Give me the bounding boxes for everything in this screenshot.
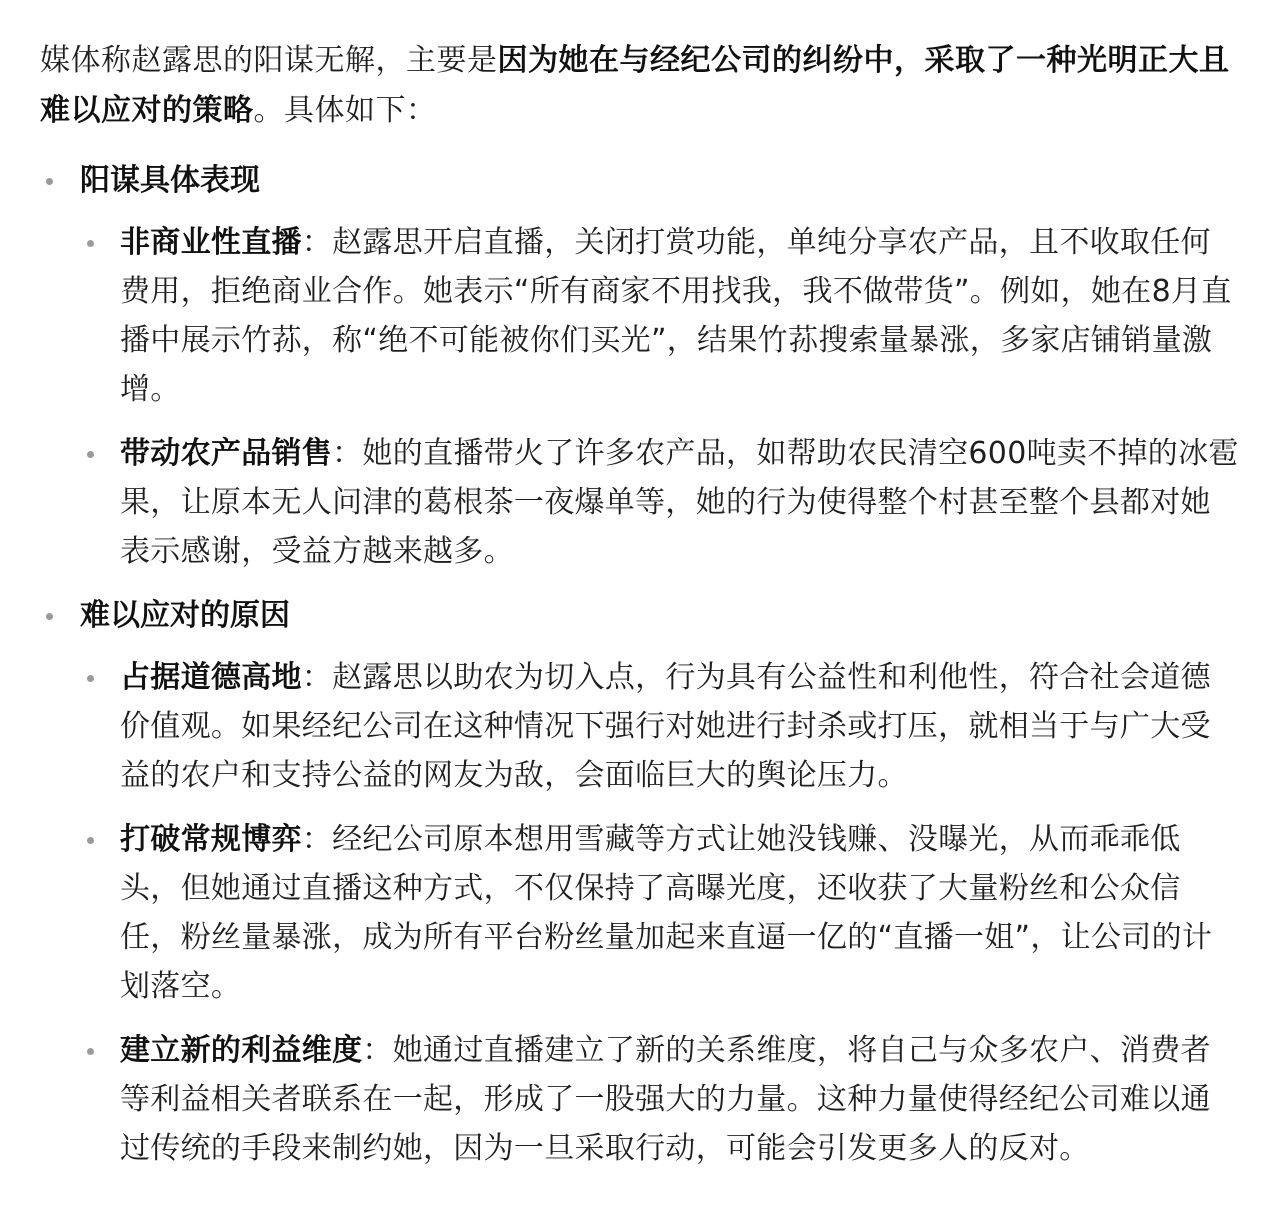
intro-suffix: 。具体如下： [253,93,437,128]
section-list [40,156,1240,1173]
item-separator: ： [362,1033,393,1068]
item-separator: ： [301,225,333,260]
list-item [120,218,1240,414]
item-separator: ： [332,436,363,471]
bullet-dot-icon [46,613,53,620]
bullet-dot-icon [87,1048,94,1055]
item-text: 她通过直播建立了新的关系维度，将自己与众多农户、消费者等利益相关者联系在一起，形成了一股强大的力量。这种力量使得经纪公司难以通过传统的手段来制约她，因为一旦采取行动，可能会引发更多人的反对。 [120,1033,1211,1166]
item-text: 经纪公司原本想用雪藏等方式让她没钱赚、没曝光，从而乖乖低头，但她通过直播这种方式，不仅保持了高曝光度，还收获了大量粉丝和公众信任，粉丝量暴涨，成为所有平台粉丝量加起来直逼一亿的“直播一姐”，让公司的计划落空。 [120,822,1213,1004]
item-text: 赵露思以助农为切入点，行为具有公益性和利他性，符合社会道德价值观。如果经纪公司在这种情况下强行对她进行封杀或打压，就相当于与广大受益的农户和支持公益的网友为敌，会面临巨大的舆论压力。 [120,660,1211,793]
item-list [40,218,1240,576]
item-term: 非商业性直播 [120,225,302,260]
intro-bold-phrase: 因为她在与经纪公司的纠纷中，采取了一种光明正大且难以应对的策略 [40,43,1230,128]
item-term: 占据道德高地 [120,660,302,695]
bullet-dot-icon [87,451,94,458]
item-text: 赵露思开启直播，关闭打赏功能，单纯分享农产品，且不收取任何费用，拒绝商业合作。她表示“所有商家不用找我，我不做带货”。例如，她在8月直播中展示竹荪，称“绝不可能被你们买光”，结果竹荪搜索量暴涨，多家店铺销量激增。 [120,225,1232,407]
bullet-dot-icon [87,240,94,247]
section-heading [40,156,1240,206]
bullet-dot-icon [46,178,53,185]
item-term: 建立新的利益维度 [120,1033,363,1068]
item-separator: ： [301,660,333,695]
item-text: 她的直播带火了许多农产品，如帮助农民清空600吨卖不掉的冰雹果，让原本无人问津的葛根茶一夜爆单等，她的行为使得整个村甚至整个县都对她表示感谢，受益方越来越多。 [120,436,1239,569]
list-item [120,815,1240,1011]
item-list [40,653,1240,1173]
list-item [120,1026,1240,1173]
bullet-dot-icon [87,837,94,844]
section-reasons [40,591,1240,1173]
section-title: 难以应对的原因 [80,598,290,633]
list-item [120,429,1240,576]
section-title: 阳谋具体表现 [80,163,260,198]
section-performance [40,156,1240,576]
intro-paragraph [40,36,1240,136]
bullet-dot-icon [87,675,94,682]
item-term: 带动农产品销售 [120,436,333,471]
item-term: 打破常规博弈 [120,822,302,857]
intro-prefix: 媒体称赵露思的阳谋无解，主要是 [40,43,498,78]
item-separator: ： [301,822,333,857]
section-heading [40,591,1240,641]
list-item [120,653,1240,800]
